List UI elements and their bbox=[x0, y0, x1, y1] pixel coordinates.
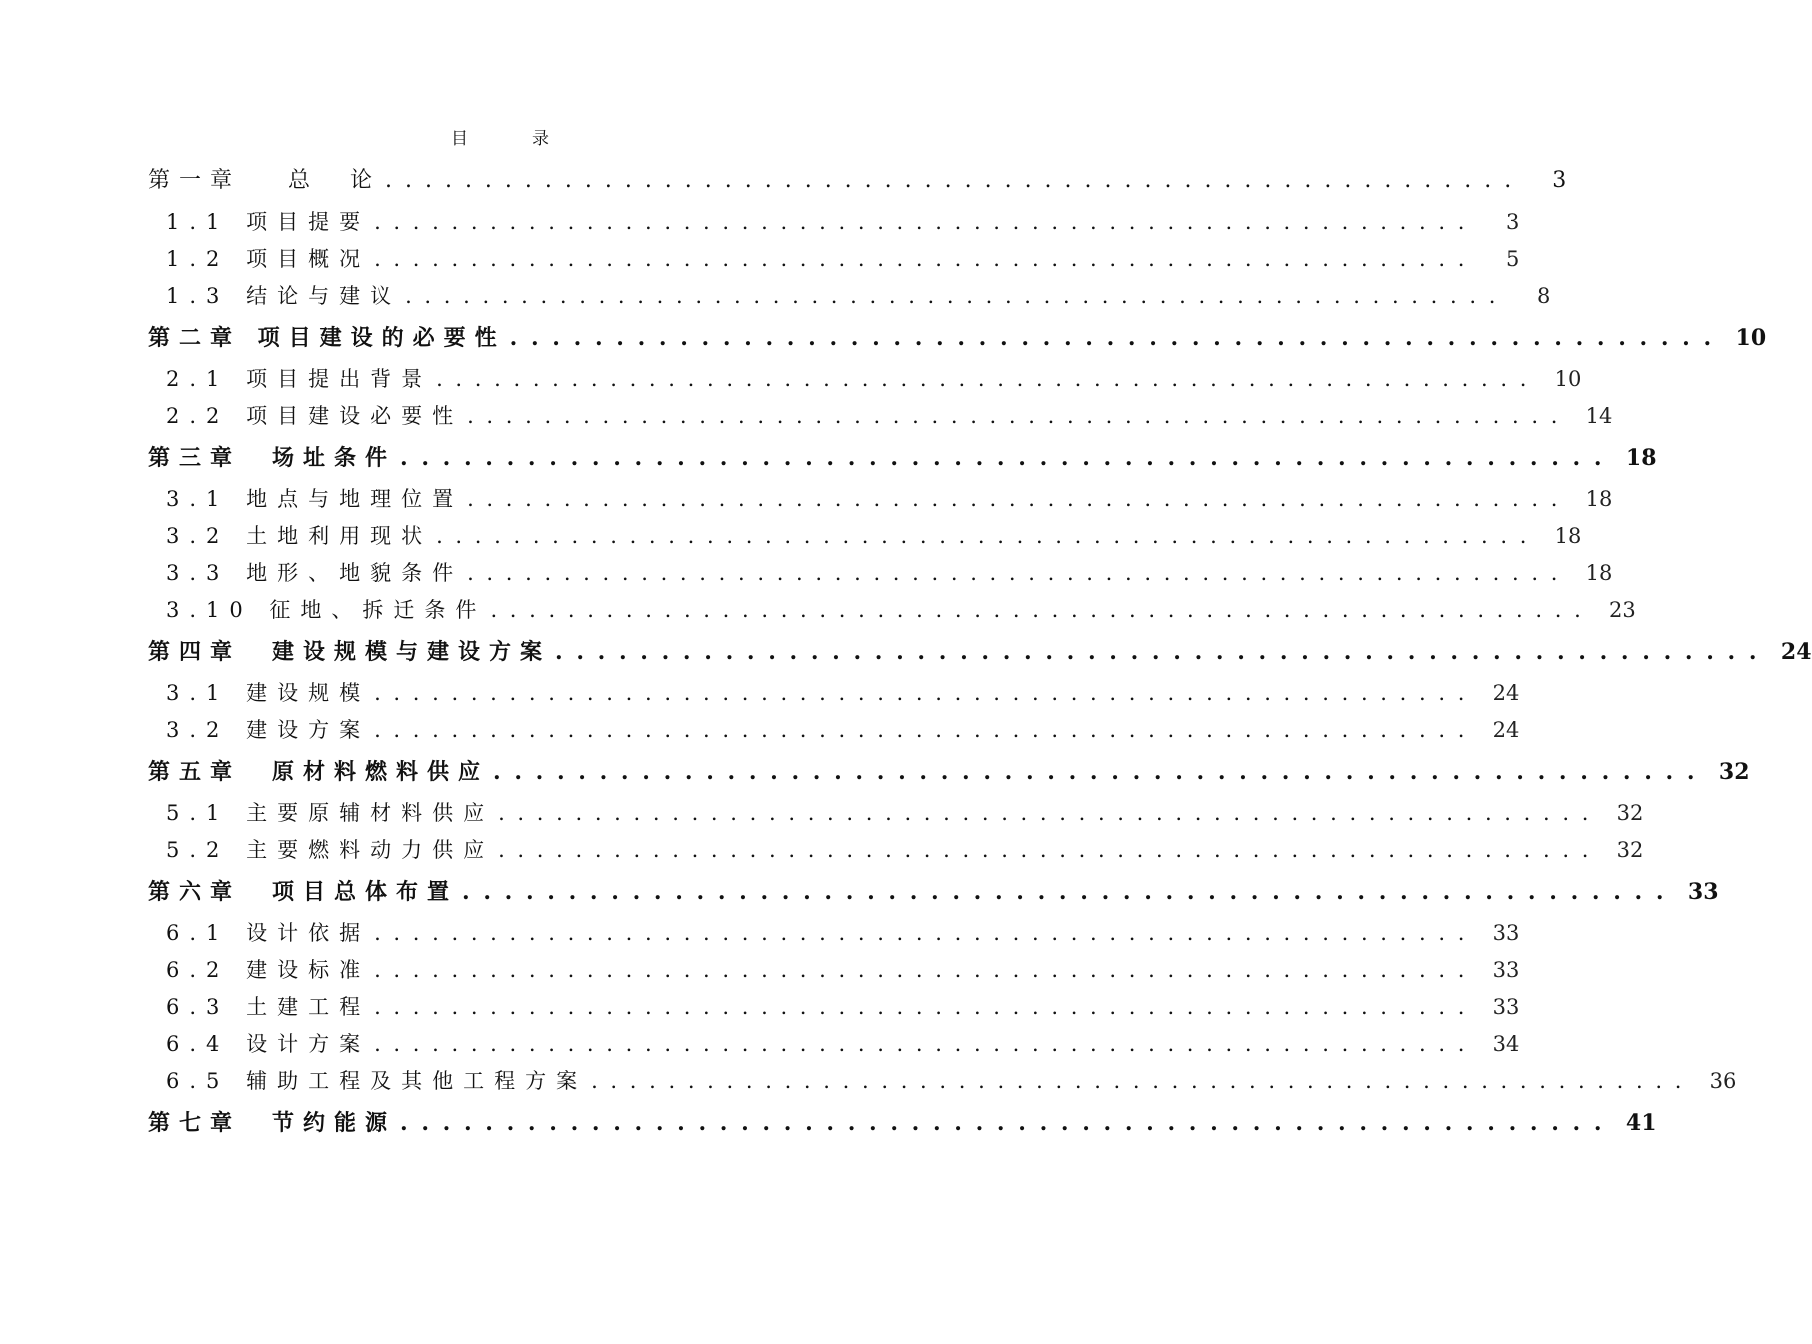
toc-entry-label: 第六章 项目总体布置 bbox=[148, 879, 459, 905]
toc-entry-label: 3.2 建设方案 bbox=[166, 718, 371, 742]
toc-page-number: 23 bbox=[1609, 598, 1636, 622]
toc-entry-label: 6.3 土建工程 bbox=[166, 995, 371, 1019]
toc-section-entry[interactable] bbox=[148, 989, 1520, 1026]
dot-leader: . . . . . . . . . . . . . . . . . . . . . . . . . . . . . . . . . . . . . . . . . . . . . . . . . . . . . . . . . bbox=[405, 284, 1499, 308]
toc-chapter-entry[interactable] bbox=[148, 435, 1657, 481]
toc-page-number: 24 bbox=[1492, 681, 1520, 705]
toc-entry-label: 第二章 项目建设的必要性 bbox=[148, 325, 506, 351]
toc-section-entry[interactable] bbox=[148, 952, 1520, 989]
toc-section-entry[interactable] bbox=[148, 361, 1582, 398]
toc-entry-label: 6.2 建设标准 bbox=[166, 958, 371, 982]
toc-entry-label: 第三章 场址条件 bbox=[148, 445, 397, 471]
toc-section-entry[interactable] bbox=[148, 832, 1644, 869]
toc-entry-label: 2.1 项目提出背景 bbox=[166, 367, 433, 391]
toc-entry-label: 3.10 征地、拆迁条件 bbox=[166, 598, 487, 622]
toc-chapter-entry[interactable] bbox=[148, 629, 1812, 675]
toc-entry-label: 6.5 辅助工程及其他工程方案 bbox=[166, 1069, 588, 1093]
toc-entry-label: 第四章 建设规模与建设方案 bbox=[148, 639, 552, 665]
toc-section-entry[interactable] bbox=[148, 592, 1636, 629]
toc-page-number: 33 bbox=[1492, 995, 1520, 1019]
toc-page-number: 3 bbox=[1552, 168, 1567, 193]
toc-entry-label: 5.2 主要燃料动力供应 bbox=[166, 838, 495, 862]
toc-section-entry[interactable] bbox=[148, 915, 1520, 952]
dot-leader: . . . . . . . . . . . . . . . . . . . . . . . . . . . . . . . . . . . . . . . . . . . . . . . . . . . . . . . . . bbox=[385, 168, 1515, 193]
toc-section-entry[interactable] bbox=[148, 481, 1613, 518]
dot-leader: . . . . . . . . . . . . . . . . . . . . . . . . . . . . . . . . . . . . . . . . . . . . . . . . . . . . . . . . . bbox=[400, 1110, 1605, 1136]
toc-page-number: 18 bbox=[1554, 524, 1582, 548]
toc-page-number: 41 bbox=[1625, 1110, 1657, 1136]
dot-leader: . . . . . . . . . . . . . . . . . . . . . . . . . . . . . . . . . . . . . . . . . . . . . . . . . . . . . . . . . bbox=[374, 718, 1468, 742]
dot-leader: . . . . . . . . . . . . . . . . . . . . . . . . . . . . . . . . . . . . . . . . . . . . . . . . . . . . . . . . . bbox=[509, 325, 1715, 351]
toc-section-entry[interactable] bbox=[148, 712, 1520, 749]
toc-page-number: 33 bbox=[1687, 879, 1719, 905]
toc-entry-label: 6.4 设计方案 bbox=[166, 1032, 371, 1056]
dot-leader: . . . . . . . . . . . . . . . . . . . . . . . . . . . . . . . . . . . . . . . . . . . . . . . . . . . . . . . . . bbox=[490, 598, 1584, 622]
toc-chapter-entry[interactable] bbox=[148, 158, 1567, 204]
toc-page-number: 34 bbox=[1492, 1032, 1520, 1056]
toc-section-entry[interactable] bbox=[148, 241, 1520, 278]
toc-chapter-entry[interactable] bbox=[148, 1100, 1657, 1146]
toc-page-number: 5 bbox=[1506, 247, 1520, 271]
toc-entry-label: 3.1 建设规模 bbox=[166, 681, 371, 705]
toc-section-entry[interactable] bbox=[148, 518, 1582, 555]
toc-section-entry[interactable] bbox=[148, 1026, 1520, 1063]
dot-leader: . . . . . . . . . . . . . . . . . . . . . . . . . . . . . . . . . . . . . . . . . . . . . . . . . . . . . . . . . bbox=[374, 995, 1468, 1019]
toc-section-entry[interactable] bbox=[148, 278, 1551, 315]
toc-page-number: 33 bbox=[1492, 921, 1520, 945]
dot-leader: . . . . . . . . . . . . . . . . . . . . . . . . . . . . . . . . . . . . . . . . . . . . . . . . . . . . . . . . . bbox=[591, 1069, 1685, 1093]
toc-section-entry[interactable] bbox=[148, 1063, 1737, 1100]
toc-section-entry[interactable] bbox=[148, 555, 1613, 592]
dot-leader: . . . . . . . . . . . . . . . . . . . . . . . . . . . . . . . . . . . . . . . . . . . . . . . . . . . . . . . . . bbox=[462, 879, 1667, 905]
toc-entry-label: 2.2 项目建设必要性 bbox=[166, 404, 464, 428]
toc-entry-label: 1.3 结论与建议 bbox=[166, 284, 402, 308]
toc-page-number: 36 bbox=[1709, 1069, 1737, 1093]
dot-leader: . . . . . . . . . . . . . . . . . . . . . . . . . . . . . . . . . . . . . . . . . . . . . . . . . . . . . . . . . bbox=[498, 838, 1592, 862]
toc-entry-label: 5.1 主要原辅材料供应 bbox=[166, 801, 495, 825]
dot-leader: . . . . . . . . . . . . . . . . . . . . . . . . . . . . . . . . . . . . . . . . . . . . . . . . . . . . . . . . . bbox=[436, 367, 1530, 391]
toc-page-number: 32 bbox=[1616, 801, 1644, 825]
toc-entry-label: 1.1 项目提要 bbox=[166, 210, 371, 234]
dot-leader: . . . . . . . . . . . . . . . . . . . . . . . . . . . . . . . . . . . . . . . . . . . . . . . . . . . . . . . . . bbox=[374, 210, 1468, 234]
toc-page-number: 8 bbox=[1537, 284, 1551, 308]
toc-entry-label: 3.1 地点与地理位置 bbox=[166, 487, 464, 511]
dot-leader: . . . . . . . . . . . . . . . . . . . . . . . . . . . . . . . . . . . . . . . . . . . . . . . . . . . . . . . . . bbox=[467, 561, 1561, 585]
table-of-contents bbox=[148, 158, 1812, 1146]
toc-page-number: 24 bbox=[1492, 718, 1520, 742]
toc-page-number: 18 bbox=[1585, 561, 1613, 585]
toc-heading bbox=[0, 124, 1000, 149]
dot-leader: . . . . . . . . . . . . . . . . . . . . . . . . . . . . . . . . . . . . . . . . . . . . . . . . . . . . . . . . . bbox=[374, 921, 1468, 945]
dot-leader: . . . . . . . . . . . . . . . . . . . . . . . . . . . . . . . . . . . . . . . . . . . . . . . . . . . . . . . . . bbox=[498, 801, 1592, 825]
toc-entry-label: 1.2 项目概况 bbox=[166, 247, 371, 271]
toc-page-number: 10 bbox=[1554, 367, 1582, 391]
toc-section-entry[interactable] bbox=[148, 398, 1613, 435]
toc-section-entry[interactable] bbox=[148, 795, 1644, 832]
dot-leader: . . . . . . . . . . . . . . . . . . . . . . . . . . . . . . . . . . . . . . . . . . . . . . . . . . . . . . . . . bbox=[374, 247, 1468, 271]
dot-leader: . . . . . . . . . . . . . . . . . . . . . . . . . . . . . . . . . . . . . . . . . . . . . . . . . . . . . . . . . bbox=[436, 524, 1530, 548]
toc-page-number: 18 bbox=[1585, 487, 1613, 511]
toc-section-entry[interactable] bbox=[148, 675, 1520, 712]
toc-heading-right: 录 bbox=[532, 129, 549, 149]
toc-page-number: 33 bbox=[1492, 958, 1520, 982]
dot-leader: . . . . . . . . . . . . . . . . . . . . . . . . . . . . . . . . . . . . . . . . . . . . . . . . . . . . . . . . . bbox=[374, 681, 1468, 705]
toc-page-number: 18 bbox=[1625, 445, 1657, 471]
dot-leader: . . . . . . . . . . . . . . . . . . . . . . . . . . . . . . . . . . . . . . . . . . . . . . . . . . . . . . . . . bbox=[493, 759, 1698, 785]
toc-page-number: 32 bbox=[1616, 838, 1644, 862]
toc-page-number: 10 bbox=[1735, 325, 1767, 351]
dot-leader: . . . . . . . . . . . . . . . . . . . . . . . . . . . . . . . . . . . . . . . . . . . . . . . . . . . . . . . . . bbox=[467, 404, 1561, 428]
toc-page-number: 32 bbox=[1718, 759, 1750, 785]
toc-heading-left: 目 bbox=[451, 129, 468, 149]
toc-page-number: 14 bbox=[1585, 404, 1613, 428]
toc-chapter-entry[interactable] bbox=[148, 749, 1750, 795]
toc-page-number: 24 bbox=[1780, 639, 1812, 665]
dot-leader: . . . . . . . . . . . . . . . . . . . . . . . . . . . . . . . . . . . . . . . . . . . . . . . . . . . . . . . . . bbox=[467, 487, 1561, 511]
toc-chapter-entry[interactable] bbox=[148, 869, 1719, 915]
toc-entry-label: 6.1 设计依据 bbox=[166, 921, 371, 945]
dot-leader: . . . . . . . . . . . . . . . . . . . . . . . . . . . . . . . . . . . . . . . . . . . . . . . . . . . . . . . . . bbox=[374, 1032, 1468, 1056]
dot-leader: . . . . . . . . . . . . . . . . . . . . . . . . . . . . . . . . . . . . . . . . . . . . . . . . . . . . . . . . . bbox=[555, 639, 1760, 665]
toc-chapter-entry[interactable] bbox=[148, 315, 1767, 361]
toc-section-entry[interactable] bbox=[148, 204, 1520, 241]
toc-entry-label: 第五章 原材料燃料供应 bbox=[148, 759, 490, 785]
dot-leader: . . . . . . . . . . . . . . . . . . . . . . . . . . . . . . . . . . . . . . . . . . . . . . . . . . . . . . . . . bbox=[400, 445, 1605, 471]
toc-entry-label: 第七章 节约能源 bbox=[148, 1110, 397, 1136]
toc-entry-label: 第一章 总 论 bbox=[148, 168, 381, 193]
toc-entry-label: 3.3 地形、地貌条件 bbox=[166, 561, 464, 585]
dot-leader: . . . . . . . . . . . . . . . . . . . . . . . . . . . . . . . . . . . . . . . . . . . . . . . . . . . . . . . . . bbox=[374, 958, 1468, 982]
toc-page-number: 3 bbox=[1506, 210, 1520, 234]
toc-entry-label: 3.2 土地利用现状 bbox=[166, 524, 433, 548]
